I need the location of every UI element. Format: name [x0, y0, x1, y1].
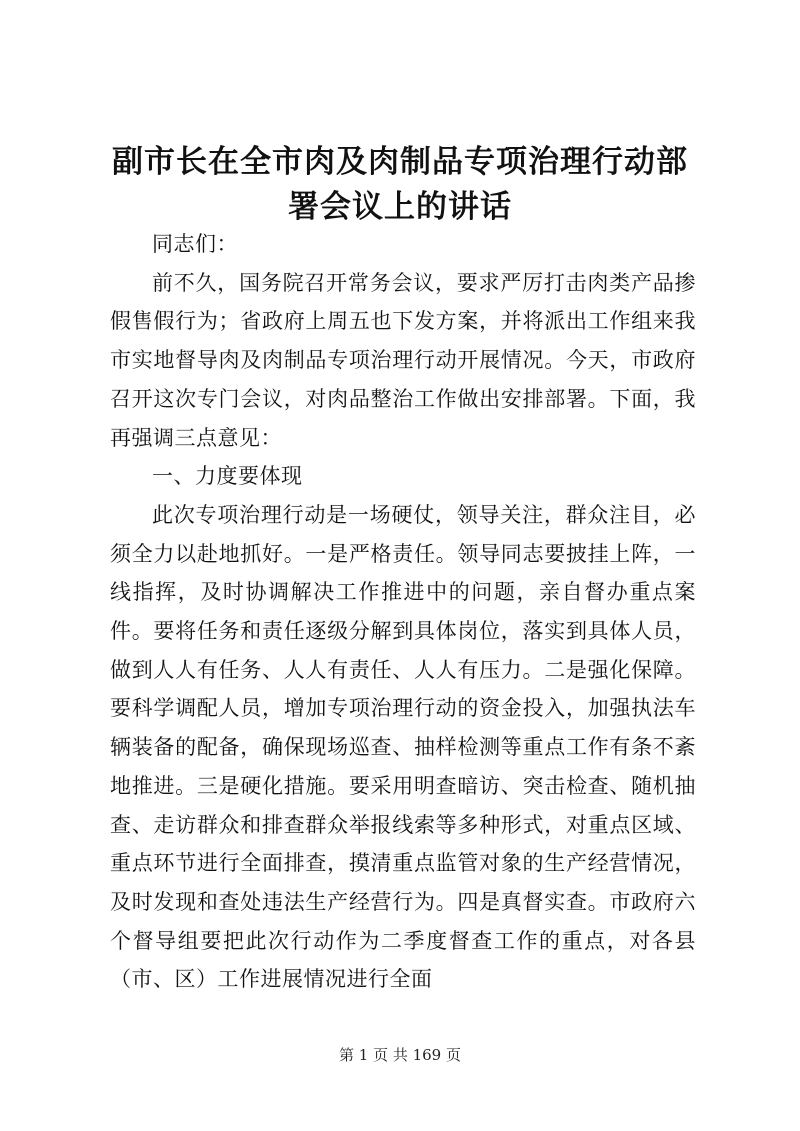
document-body	[110, 225, 696, 999]
paragraph-section-1: 此次专项治理行动是一场硬仗，领导关注，群众注目，必须全力以赴地抓好。一是严格责任。领导同志要披挂上阵，一线指挥，及时协调解决工作推进中的问题，亲自督办重点案件。要将任务和责任逐级分解到具体岗位，落实到具体人员，做到人人有任务、人人有责任、人人有压力。二是强化保障。要科学调配人员，增加专项治理行动的资金投入，加强执法车辆装备的配备，确保现场巡查、抽样检测等重点工作有条不紊地推进。三是硬化措施。要采用明查暗访、突击检查、随机抽查、走访群众和排查群众举报线索等多种形式，对重点区域、重点环节进行全面排查，摸清重点监管对象的生产经营情况，及时发现和查处违法生产经营行为。四是真督实查。市政府六个督导组要把此次行动作为二季度督查工作的重点，对各县（市、区）工作进展情况进行全面	[110, 502, 696, 992]
section-heading-1: 一、力度要体现	[152, 464, 303, 489]
document-title: 副市长在全市肉及肉制品专项治理行动部署会议上的讲话	[112, 144, 688, 225]
page-footer: 第 1 页 共 169 页	[338, 1046, 461, 1064]
salutation: 同志们：	[152, 232, 238, 256]
paragraph-intro: 前不久，国务院召开常务会议，要求严厉打击肉类产品掺假售假行为；省政府上周五也下发方案，并将派出工作组来我市实地督导肉及肉制品专项治理行动开展情况。今天，市政府召开这次专门会议，对肉品整治工作做出安排部署。下面，我再强调三点意见：	[110, 270, 696, 450]
